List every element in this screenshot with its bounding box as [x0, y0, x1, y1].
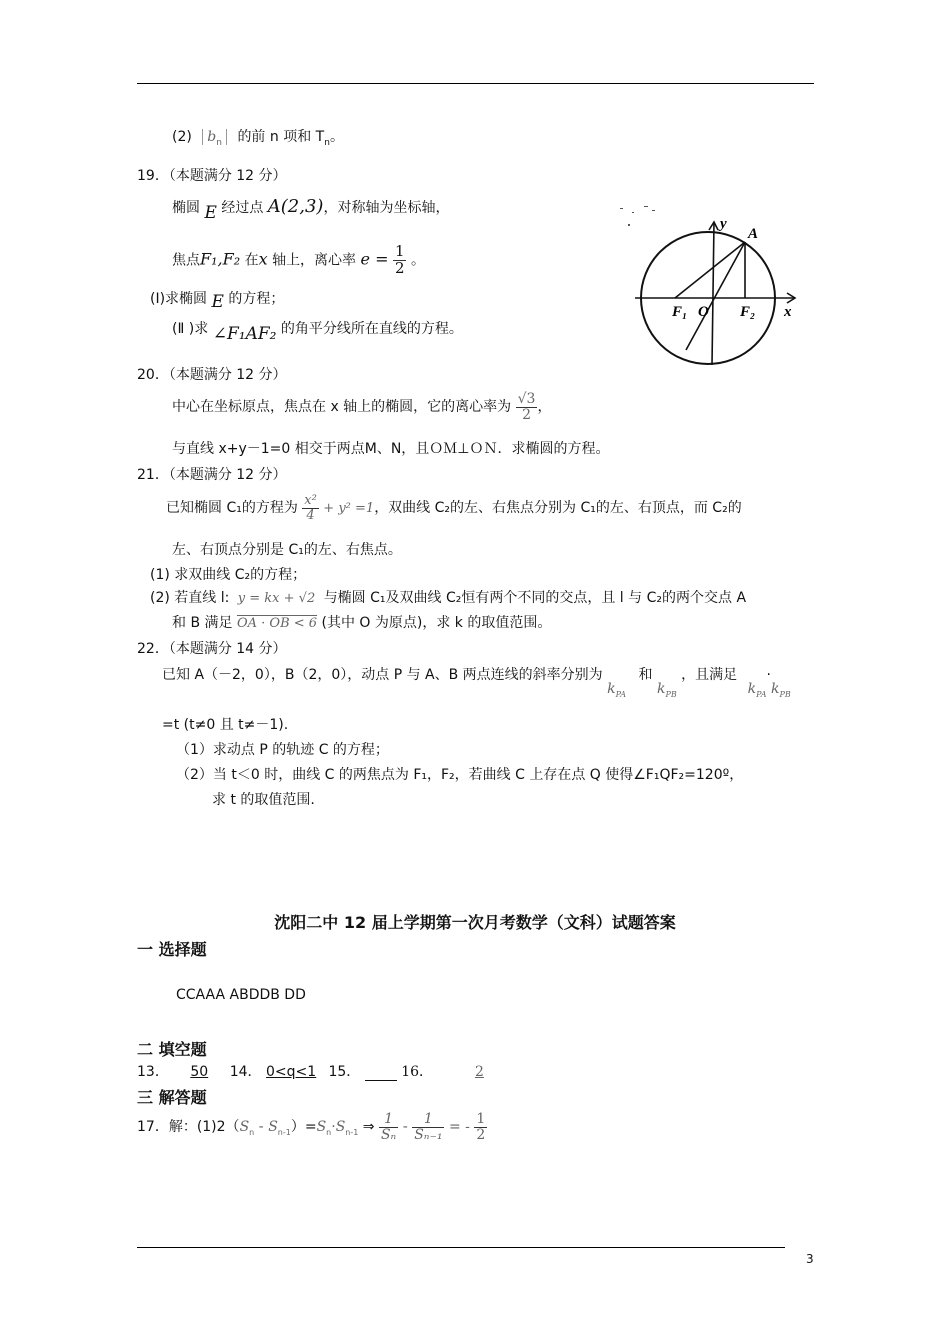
footer-rule — [137, 1247, 785, 1248]
q22-part2-cont: 求 t 的取值范围. — [212, 792, 315, 808]
blank-15 — [365, 1068, 397, 1081]
q22-part2: （2）当 t＜0 时，曲线 C 的两焦点为 F₁，F₂，若曲线 C 上存在点 Q 使得∠F₁QF₂=120º， — [176, 767, 744, 783]
bn-term: $b_n$ — [202, 129, 227, 145]
q21-header: 21．（本题满分 12 分） — [137, 467, 287, 483]
q22-line1: 已知 A（－2，0），B（2，0），动点 P 与 A、B 两点连线的斜率分别为 $k_{PA}$ 和 $k_{PB}$ ，且满足 $k_{PA}\cdot k_{PB}$ — [162, 667, 791, 699]
q21-line1: 已知椭圆 C₁的方程为 $\frac{\text{x²}}{4}$ + y² =1，双曲线 C₂的左、右焦点分别为 C₁的左、右顶点，而 C₂的 — [166, 493, 742, 523]
q17-solution: 17．解：$(1)2(S_n - S_{n-1})=S_n\cdot S_{n-1}$ ⇒ $\frac{1}{\text{Sₙ}}$ - $\frac{1}{\text{Sₙ₋₁}}$ = - $\frac{1}{2}$ — [137, 1111, 486, 1143]
q19-line2: 焦点F₁,F₂ 在x 轴上，离心率 e = $\frac{1}{2}$ 。 — [172, 242, 425, 277]
q19-line1: 椭圆 E 经过点 A(2,3)，对称轴为坐标轴， — [172, 196, 450, 223]
q20-line2: 与直线 x+y－1=0 相交于两点M、N，且ＯＭ⊥ＯＮ．求椭圆的方程。 — [172, 441, 610, 457]
section-solve: 三 解答题 — [137, 1088, 207, 1107]
fill-answers: 13． 50 14． 0<q<1 15． 16． 2 — [137, 1064, 484, 1080]
q19-header: 19．（本题满分 12 分） — [137, 168, 287, 184]
section-fill: 二 填空题 — [137, 1040, 207, 1059]
q21-part2-line2: 和 B 满足 OA · OB < 6 (其中 O 为原点)，求 k 的取值范围。 — [172, 615, 552, 631]
label-O: O — [698, 304, 709, 320]
line-F1A — [675, 242, 745, 298]
q20-header: 20．（本题满分 12 分） — [137, 367, 287, 383]
scan-specks — [620, 206, 655, 226]
label-A: A — [748, 226, 759, 242]
q19-part2: (Ⅱ )求 ∠F₁AF₂ 的角平分线所在直线的方程。 — [172, 321, 463, 344]
label-x: x — [784, 304, 792, 320]
label-y: y — [720, 216, 727, 232]
choice-answers: CCAAA ABDDB DD — [176, 987, 306, 1003]
answers-title: 沈阳二中 12 届上学期第一次月考数学（文科）试题答案 — [274, 913, 676, 932]
bisector-line — [686, 242, 745, 350]
y-axis — [712, 222, 714, 365]
label-F2: F₂ — [740, 304, 756, 320]
q21-line2: 左、右顶点分别是 C₁的左、右焦点。 — [172, 542, 402, 558]
q22-header: 22．（本题满分 14 分） — [137, 641, 287, 657]
q19-part1: (Ⅰ)求椭圆 E 的方程； — [150, 291, 285, 312]
q22-part1: （1）求动点 P 的轨迹 C 的方程； — [176, 742, 389, 758]
q20-line1: 中心在坐标原点，焦点在 x 轴上的椭圆，它的离心率为 $\frac{√3}{2}$ ， — [172, 391, 552, 423]
q21-part2-line1: (2) 若直线 l: y = kx + √2 与椭圆 C₁及双曲线 C₂恒有两个不同的交点，且 l 与 C₂的两个交点 A — [150, 590, 747, 606]
page-number: 3 — [806, 1252, 814, 1266]
section-choice: 一 选择题 — [137, 940, 207, 959]
q22-line2: =t (t≠0 且 t≠－1). — [162, 717, 289, 733]
q21-part1: (1) 求双曲线 C₂的方程； — [150, 567, 307, 583]
header-rule — [137, 83, 814, 84]
ellipse-figure — [610, 200, 810, 370]
q18-part2: (2) $b_n$ 的前 n 项和 $T_n$。 — [172, 129, 344, 148]
label-F1: F₁ — [672, 304, 688, 320]
